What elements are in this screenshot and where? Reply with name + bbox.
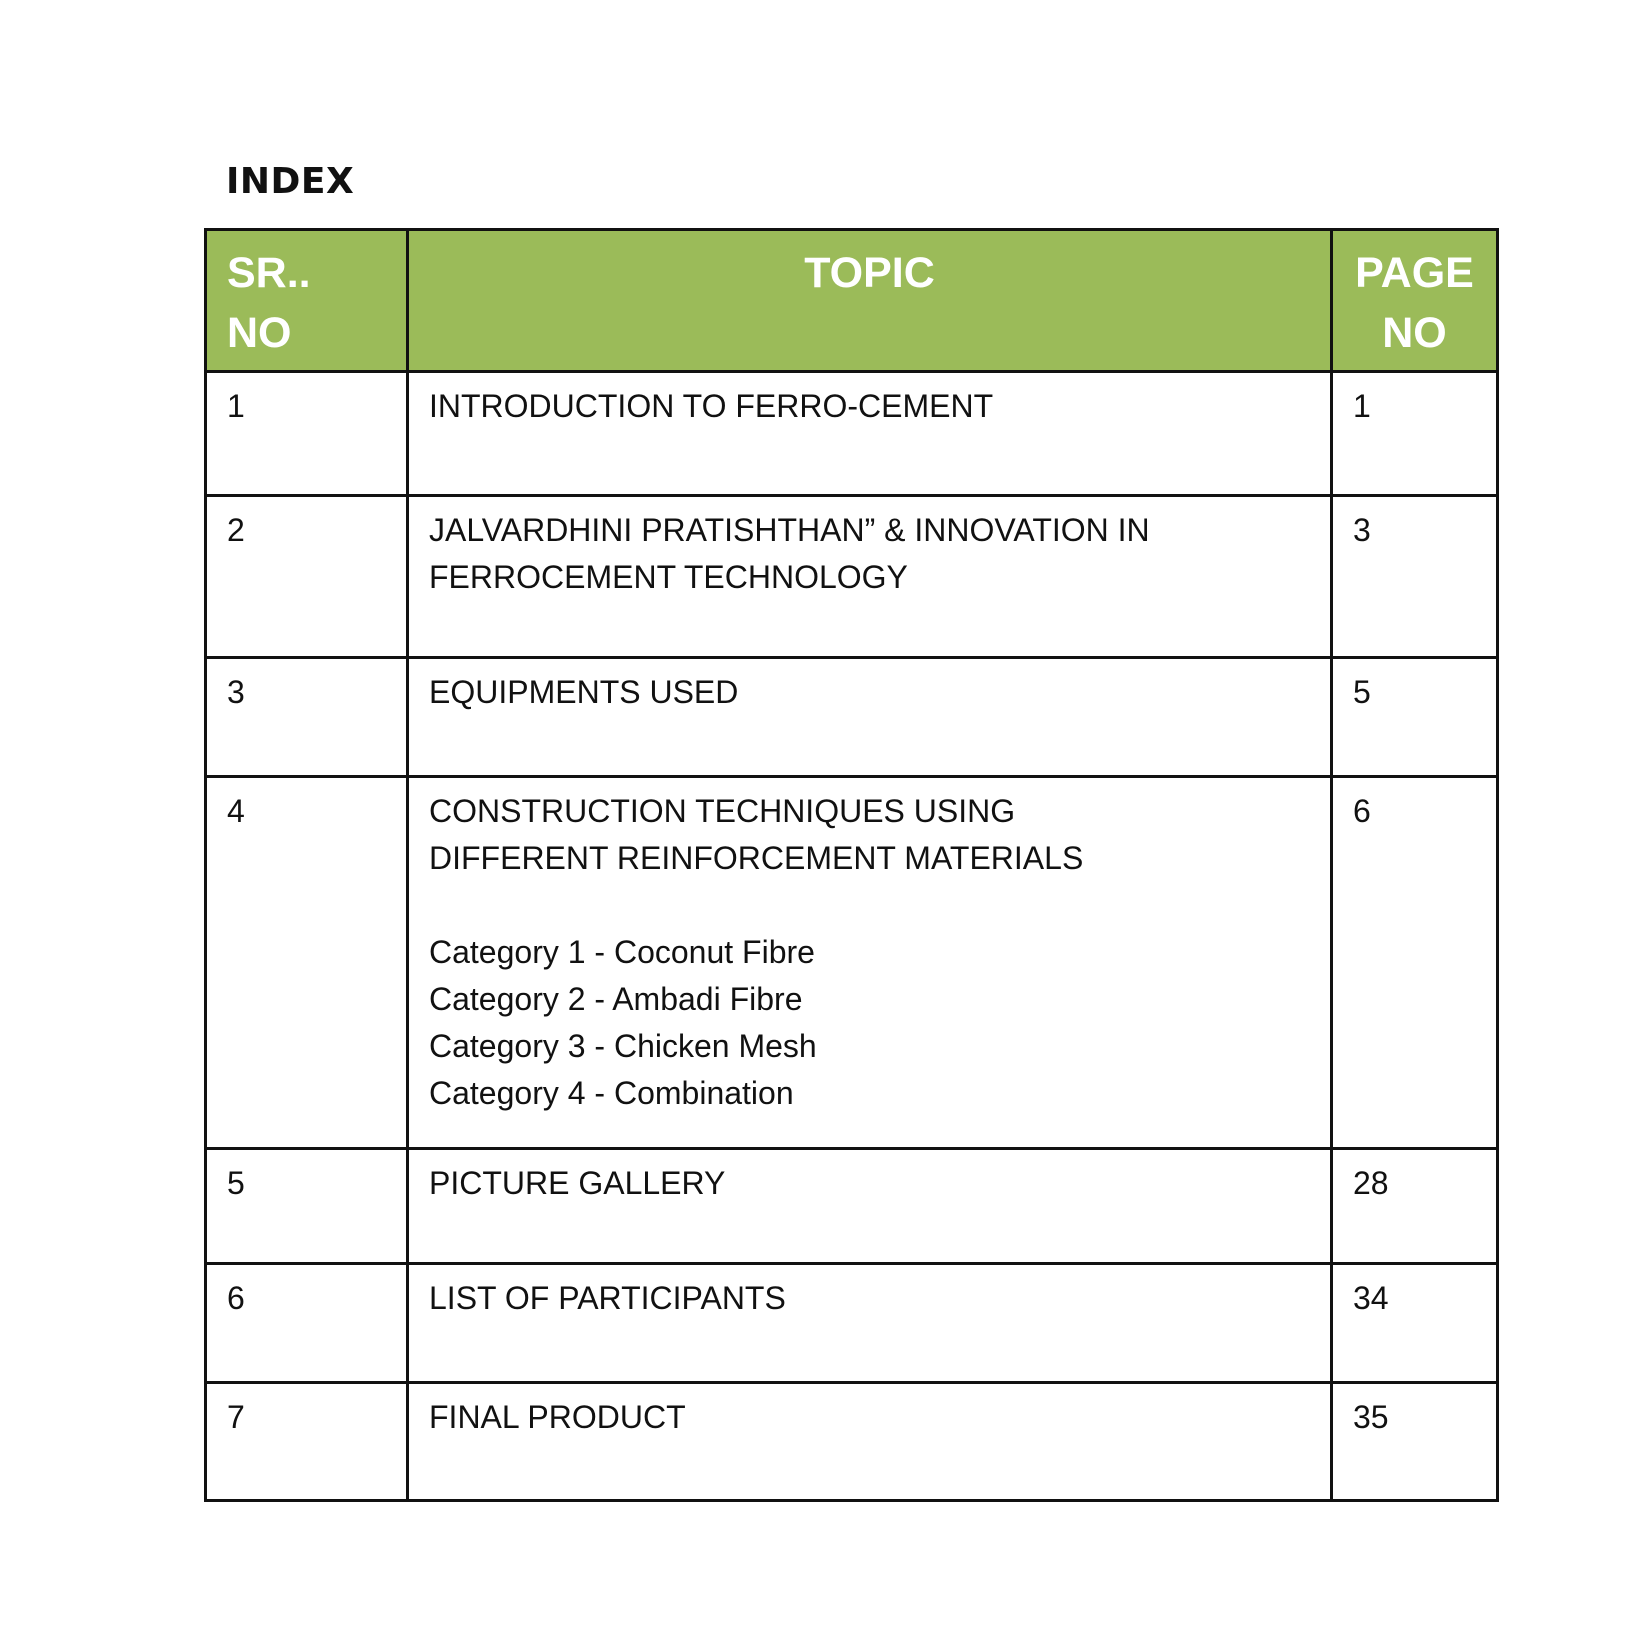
topic-text: PICTURE GALLERY <box>429 1165 726 1201</box>
page-no-cell: 35 <box>1332 1383 1498 1501</box>
table-row <box>206 658 1498 777</box>
topic-text: FERROCEMENT TECHNOLOGY <box>429 559 908 595</box>
topic-text: DIFFERENT REINFORCEMENT MATERIALS <box>429 840 1084 876</box>
page-no-cell: 5 <box>1332 658 1498 777</box>
page-no-cell: 3 <box>1332 496 1498 658</box>
category-item: Category 2 - Ambadi Fibre <box>429 981 803 1017</box>
topic-cell <box>408 777 1332 1149</box>
topic-cell <box>408 496 1332 658</box>
topic-text: FINAL PRODUCT <box>429 1399 686 1435</box>
topic-text: JALVARDHINI PRATISHTHAN” & INNOVATION IN <box>429 512 1150 548</box>
topic-cell <box>408 372 1332 496</box>
header-page-no-line2: NO <box>1382 309 1447 357</box>
header-sr-no <box>206 230 408 372</box>
page-no-cell: 1 <box>1332 372 1498 496</box>
topic-cell <box>408 1149 1332 1264</box>
topic-text: CONSTRUCTION TECHNIQUES USING <box>429 793 1016 829</box>
sr-no-cell: 5 <box>206 1149 408 1264</box>
table-row <box>206 1149 1498 1264</box>
topic-text: INTRODUCTION TO FERRO-CEMENT <box>429 388 994 424</box>
table-row <box>206 496 1498 658</box>
header-sr-no-label: SR.. NO <box>227 249 311 357</box>
category-list <box>429 929 1310 1117</box>
topic-text: EQUIPMENTS USED <box>429 674 739 710</box>
topic-cell <box>408 1264 1332 1383</box>
category-item: Category 1 - Coconut Fibre <box>429 934 815 970</box>
table-row <box>206 372 1498 496</box>
topic-text: LIST OF PARTICIPANTS <box>429 1280 786 1316</box>
index-table <box>204 228 1499 1502</box>
table-row <box>206 1264 1498 1383</box>
sr-no-cell: 3 <box>206 658 408 777</box>
header-page-no-line1: PAGE <box>1355 249 1474 297</box>
header-topic <box>408 230 1332 372</box>
page-no-cell: 34 <box>1332 1264 1498 1383</box>
table-header-row <box>206 230 1498 372</box>
topic-cell <box>408 658 1332 777</box>
table-row <box>206 1383 1498 1501</box>
header-page-no <box>1332 230 1498 372</box>
category-item: Category 3 - Chicken Mesh <box>429 1028 817 1064</box>
table-row <box>206 777 1498 1149</box>
header-topic-label: TOPIC <box>804 249 935 297</box>
page-no-cell: 28 <box>1332 1149 1498 1264</box>
sr-no-cell: 2 <box>206 496 408 658</box>
sr-no-cell: 4 <box>206 777 408 1149</box>
page-no-cell: 6 <box>1332 777 1498 1149</box>
sr-no-cell: 7 <box>206 1383 408 1501</box>
category-item: Category 4 - Combination <box>429 1075 794 1111</box>
sr-no-cell: 6 <box>206 1264 408 1383</box>
sr-no-cell: 1 <box>206 372 408 496</box>
page-title: INDEX <box>226 161 355 202</box>
topic-cell <box>408 1383 1332 1501</box>
